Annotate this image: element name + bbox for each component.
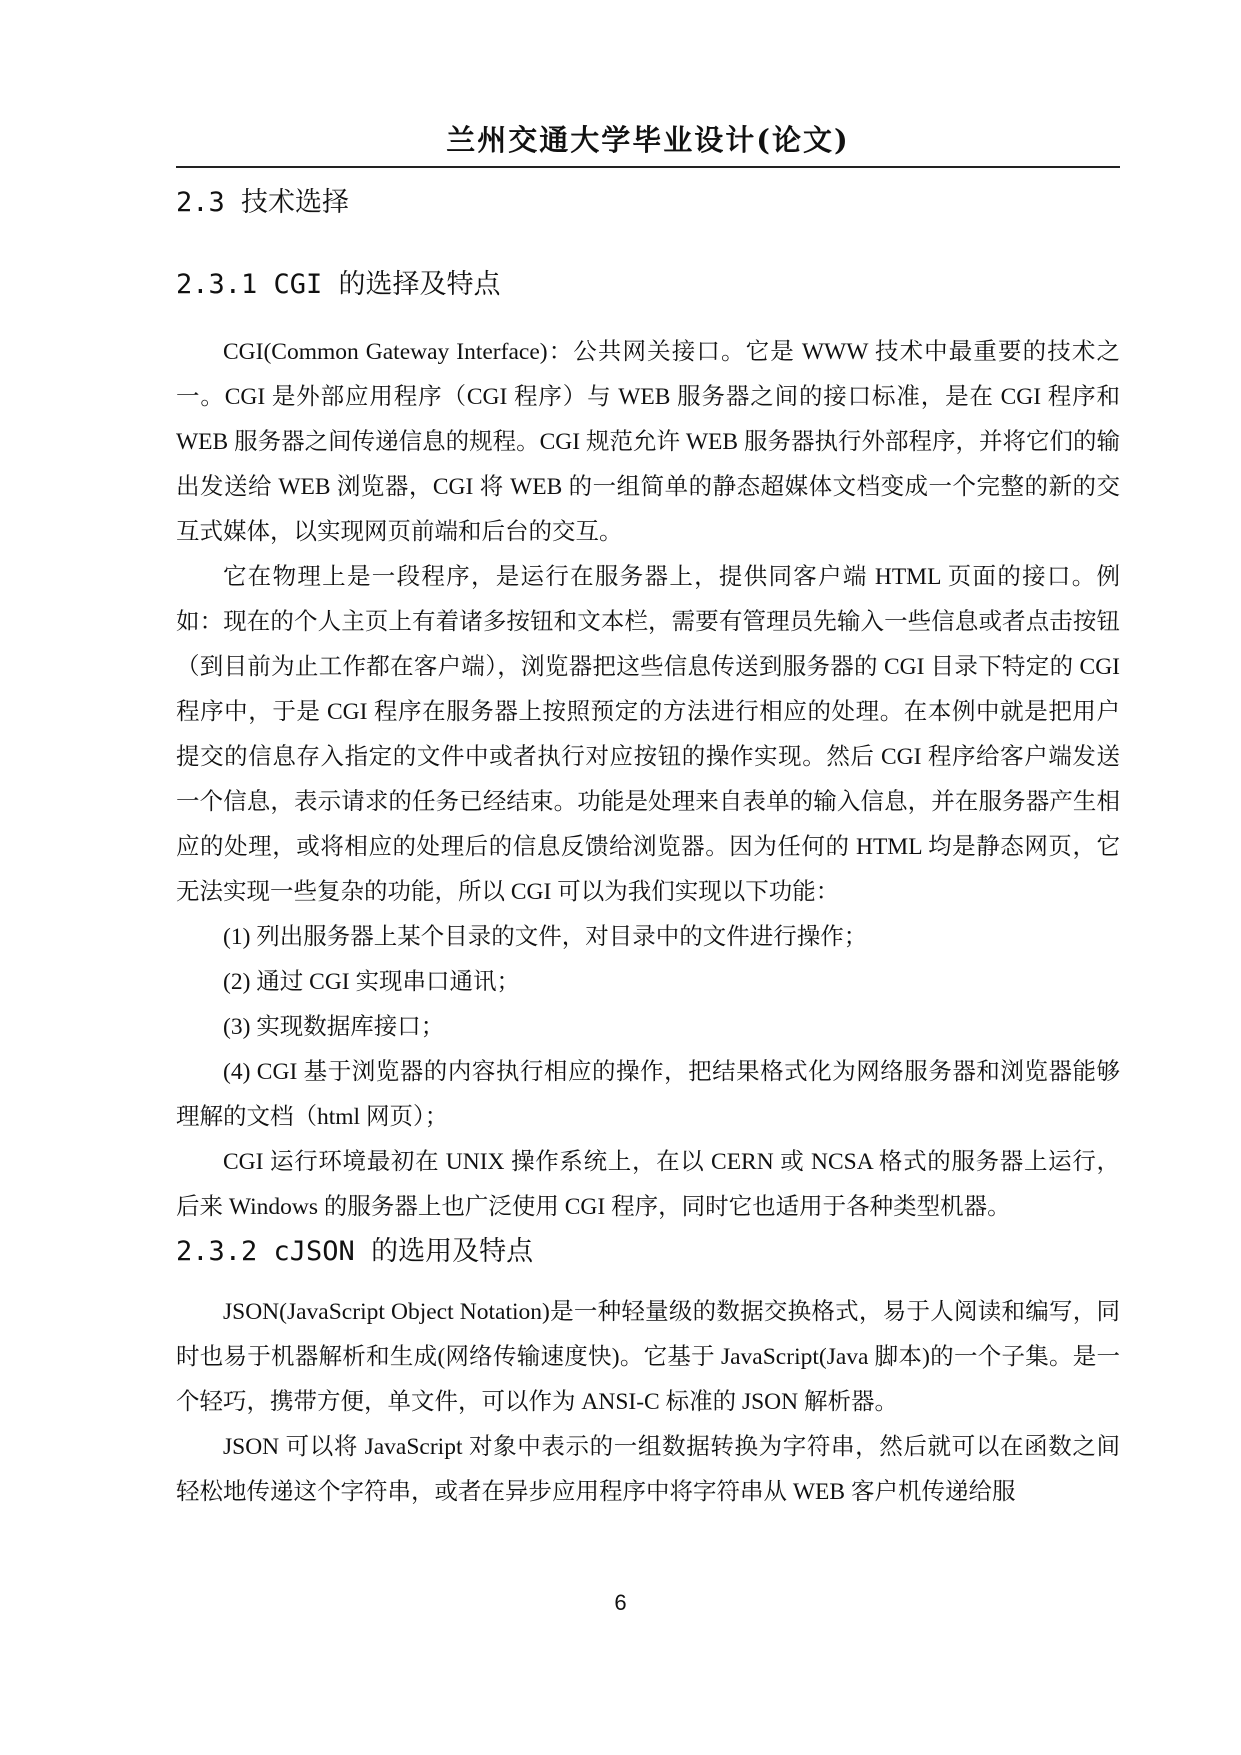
list-item: (1) 列出服务器上某个目录的文件，对目录中的文件进行操作；	[223, 924, 868, 950]
section-heading: 2.3 技术选择	[176, 187, 350, 218]
paragraph-cgi-intro: CGI(Common Gateway Interface)：公共网关接口。它是 WWW 技术中最重要的技术之一。CGI 是外部应用程序（CGI 程序）与 WEB 服务器之间的接口标准，是在 CGI 程序和 WEB 服务器之间传递信息的规程。CGI 规范允许 WEB 服务器执行外部程序，并将它们的输出发送给 WEB 浏览器，CGI 将 WEB 的一组简单的静态超媒体文档变成一个完整的新的交互式媒体，以实现网页前端和后台的交互。	[176, 339, 1120, 545]
list-item: (2) 通过 CGI 实现串口通讯；	[223, 969, 520, 995]
paragraph-cgi-environment: CGI 运行环境最初在 UNIX 操作系统上，在以 CERN 或 NCSA 格式的服务器上运行，后来 Windows 的服务器上也广泛使用 CGI 程序，同时它也适用于各种类型机器。	[176, 1149, 1120, 1220]
subsection-heading-cjson: 2.3.2 cJSON 的选用及特点	[176, 1236, 534, 1267]
paragraph-json-usage: JSON 可以将 JavaScript 对象中表示的一组数据转换为字符串，然后就可以在函数之间轻松地传递这个字符串，或者在异步应用程序中将字符串从 WEB 客户机传递给服	[176, 1434, 1120, 1505]
page-header	[176, 118, 1120, 168]
header-title: 兰州交通大学毕业设计(论文)	[446, 123, 850, 157]
page-number: 6	[614, 1590, 627, 1615]
document-body	[176, 183, 1120, 1515]
list-item: (3) 实现数据库接口；	[223, 1014, 445, 1040]
paragraph-cgi-details: 它在物理上是一段程序，是运行在服务器上，提供同客户端 HTML 页面的接口。例如：现在的个人主页上有着诸多按钮和文本栏，需要有管理员先输入一些信息或者点击按钮（到目前为止工作都在客户端），浏览器把这些信息传送到服务器的 CGI 目录下特定的 CGI 程序中，于是 CGI 程序在服务器上按照预定的方法进行相应的处理。在本例中就是把用户提交的信息存入指定的文件中或者执行对应按钮的操作实现。然后 CGI 程序给客户端发送一个信息，表示请求的任务已经结束。功能是处理来自表单的输入信息，并在服务器产生相应的处理，或将相应的处理后的信息反馈给浏览器。因为任何的 HTML 均是静态网页，它无法实现一些复杂的功能，所以 CGI 可以为我们实现以下功能：	[176, 564, 1120, 905]
subsection-heading-cgi: 2.3.1 CGI 的选择及特点	[176, 269, 501, 300]
paragraph-json-intro: JSON(JavaScript Object Notation)是一种轻量级的数据交换格式，易于人阅读和编写，同时也易于机器解析和生成(网络传输速度快)。它基于 JavaScript(Java 脚本)的一个子集。是一个轻巧，携带方便，单文件，可以作为 ANSI-C 标准的 JSON 解析器。	[176, 1299, 1120, 1415]
list-item: (4) CGI 基于浏览器的内容执行相应的操作，把结果格式化为网络服务器和浏览器能够理解的文档（html 网页）；	[176, 1059, 1120, 1130]
